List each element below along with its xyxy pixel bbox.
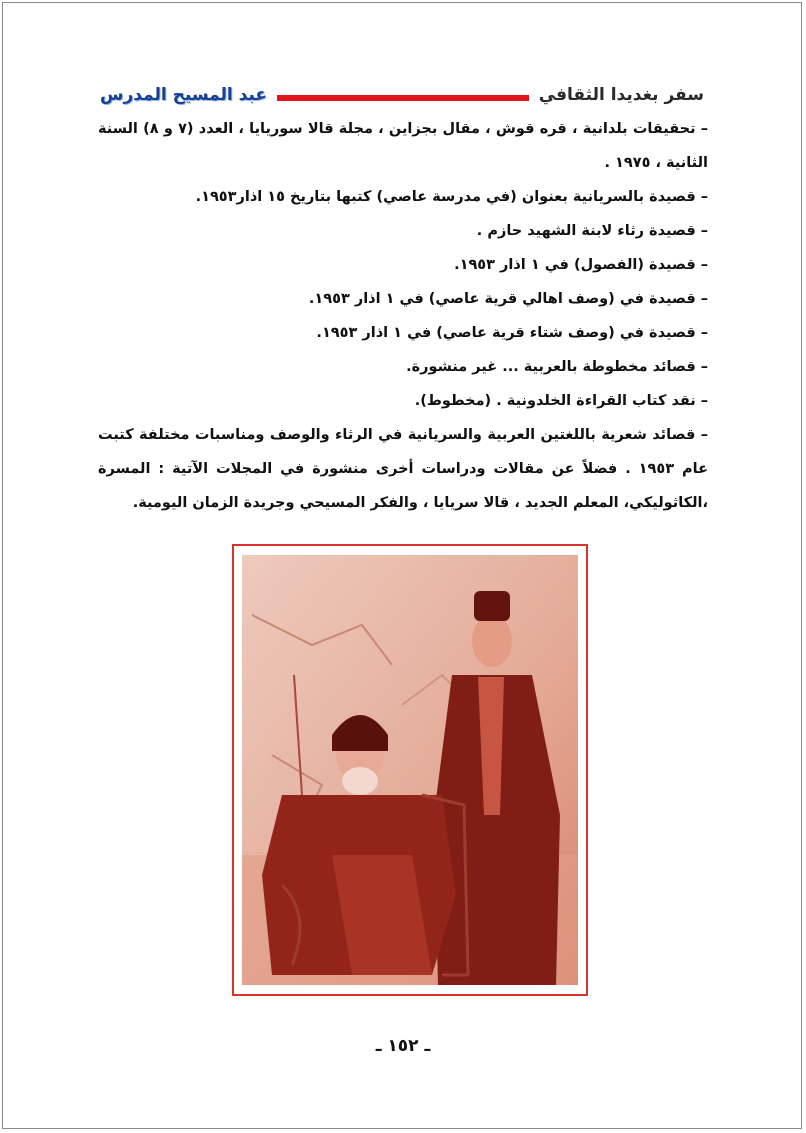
author-name: عبد المسيح المدرس <box>96 84 277 106</box>
list-item: – تحقيقات بلدانية ، قره قوش ، مقال بجزاين ، مجلة قالا سوريايا ، العدد (٧ و ٨) السنة الثانية ، ١٩٧٥ . <box>98 121 709 171</box>
list-item: – قصيدة رثاء لابنة الشهيد حازم . <box>476 223 708 239</box>
list-item: – قصيدة بالسريانية بعنوان (في مدرسة عاصي) كتبها بتاريخ ١٥ اذار١٩٥٣. <box>195 189 708 205</box>
page-number: ـ ١٥٢ ـ <box>375 1036 431 1056</box>
running-header <box>96 84 710 108</box>
list-item: – قصيدة في (وصف شتاء قرية عاصي) في ١ اذار ١٩٥٣. <box>316 325 708 341</box>
book-title: سفر بغديدا الثقافي <box>529 84 710 106</box>
list-item: – نقد كتاب القراءة الخلدونية . (مخطوط). <box>414 393 708 409</box>
list-item: – قصائد مخطوطة بالعربية ... غير منشورة. <box>406 359 708 375</box>
list-item: – قصيدة (الفصول) في ١ اذار ١٩٥٣. <box>454 257 708 273</box>
photo-frame <box>232 544 588 996</box>
list-item: – قصيدة في (وصف اهالي قرية عاصي) في ١ اذار ١٩٥٣. <box>308 291 708 307</box>
bibliography-list <box>98 112 708 520</box>
list-item: – قصائد شعرية باللغتين العربية والسريانية في الرثاء والوصف ومناسبات مختلفة كتبت عام ١٩٥٣ . فضلاً عن مقالات ودراسات أخرى منشورة في المجلات الآتية : المسرة ،الكاثوليكي، المعلم الجديد ، قالا سريايا ، والفكر المسيحي وجريدة الزمان اليومية. <box>98 427 708 511</box>
old-photograph-two-men-icon <box>242 555 578 985</box>
